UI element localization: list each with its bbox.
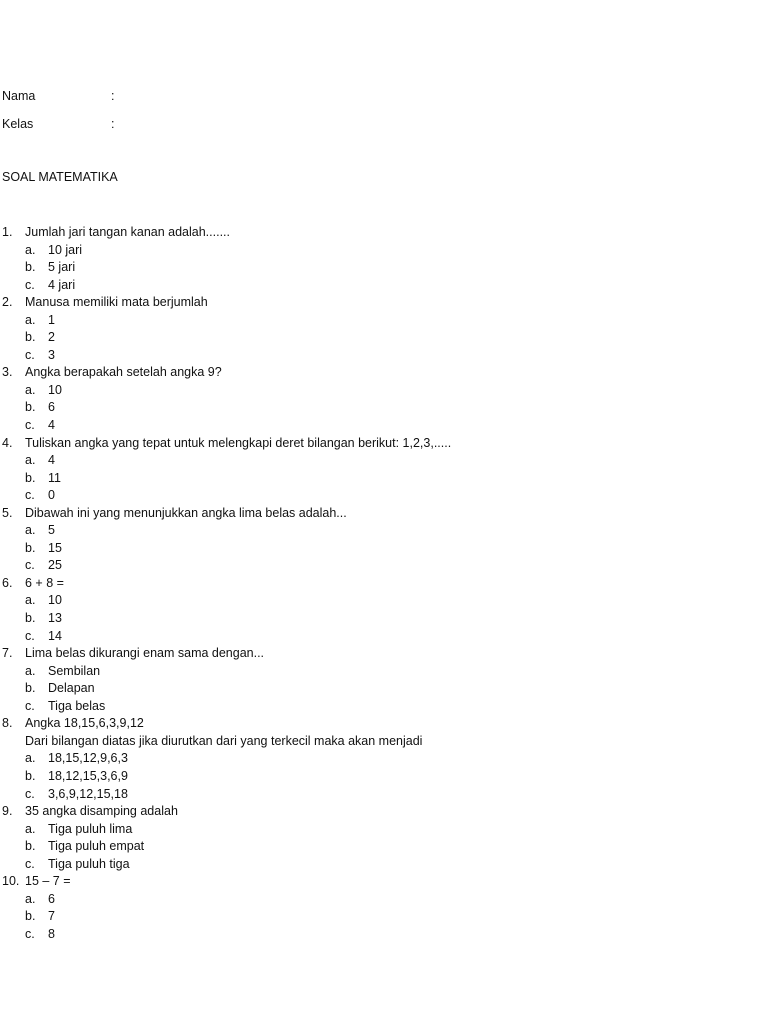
- question-number: 4.: [2, 435, 13, 450]
- class-label: Kelas: [2, 117, 34, 131]
- option-letter: c.: [25, 558, 35, 573]
- answer-option: [0, 698, 760, 716]
- option-text: 0: [48, 488, 55, 503]
- question-line: [0, 645, 760, 663]
- question-item: [0, 715, 760, 803]
- name-colon: :: [111, 89, 115, 103]
- answer-option: [0, 856, 760, 874]
- option-letter: c.: [25, 856, 35, 871]
- question-number: 2.: [2, 295, 13, 310]
- option-letter: c.: [25, 347, 35, 362]
- option-letter: a.: [25, 891, 36, 906]
- question-list: [0, 224, 760, 943]
- option-text: 13: [48, 611, 62, 626]
- answer-option: [0, 926, 760, 944]
- question-item: [0, 435, 760, 505]
- option-letter: a.: [25, 751, 36, 766]
- question-line: [0, 224, 760, 242]
- answer-option: [0, 277, 760, 295]
- question-number: 5.: [2, 505, 13, 520]
- option-text: 10: [48, 382, 62, 397]
- option-text: 4: [48, 453, 55, 468]
- option-text: Tiga puluh empat: [48, 839, 145, 854]
- answer-option: [0, 329, 760, 347]
- option-letter: b.: [25, 768, 36, 783]
- option-letter: b.: [25, 330, 36, 345]
- option-text: 14: [48, 628, 62, 643]
- answer-option: [0, 417, 760, 435]
- option-text: 5 jari: [48, 260, 76, 275]
- question-item: [0, 575, 760, 645]
- question-number: 9.: [2, 804, 13, 819]
- option-letter: b.: [25, 909, 36, 924]
- answer-option: [0, 242, 760, 260]
- answer-option: [0, 908, 760, 926]
- option-letter: b.: [25, 260, 36, 275]
- question-line: [0, 505, 760, 523]
- answer-option: [0, 399, 760, 417]
- answer-option: [0, 259, 760, 277]
- question-item: [0, 645, 760, 715]
- option-letter: a.: [25, 821, 36, 836]
- answer-option: [0, 382, 760, 400]
- option-letter: a.: [25, 453, 36, 468]
- question-line: [0, 435, 760, 453]
- question-line: [0, 715, 760, 733]
- question-line: [0, 364, 760, 382]
- option-text: 4 jari: [48, 277, 76, 292]
- option-letter: c.: [25, 488, 35, 503]
- answer-option: [0, 838, 760, 856]
- document-title: SOAL MATEMATIKA: [2, 170, 118, 184]
- option-text: 2: [48, 330, 55, 345]
- option-text: 25: [48, 558, 62, 573]
- question-text: Manusa memiliki mata berjumlah: [25, 295, 208, 310]
- name-label: Nama: [2, 89, 36, 103]
- question-text: 35 angka disamping adalah: [25, 804, 178, 819]
- option-text: Tiga puluh lima: [48, 821, 133, 836]
- option-letter: b.: [25, 470, 36, 485]
- answer-option: [0, 821, 760, 839]
- option-text: Tiga belas: [48, 698, 106, 713]
- class-colon: :: [111, 117, 115, 131]
- answer-option: [0, 592, 760, 610]
- answer-option: [0, 470, 760, 488]
- answer-option: [0, 768, 760, 786]
- answer-option: [0, 628, 760, 646]
- option-text: 5: [48, 523, 55, 538]
- option-text: 8: [48, 926, 55, 941]
- answer-option: [0, 680, 760, 698]
- question-line: [0, 803, 760, 821]
- option-letter: a.: [25, 663, 36, 678]
- option-text: Sembilan: [48, 663, 101, 678]
- option-letter: b.: [25, 839, 36, 854]
- answer-option: [0, 347, 760, 365]
- option-text: 3: [48, 347, 55, 362]
- option-letter: c.: [25, 628, 35, 643]
- option-letter: c.: [25, 418, 35, 433]
- question-item: [0, 505, 760, 575]
- question-text: Lima belas dikurangi enam sama dengan...: [25, 646, 265, 661]
- question-line: [0, 294, 760, 312]
- option-text: 4: [48, 418, 55, 433]
- question-text: Angka berapakah setelah angka 9?: [25, 365, 222, 380]
- option-letter: a.: [25, 312, 36, 327]
- option-letter: a.: [25, 523, 36, 538]
- question-text: Angka 18,15,6,3,9,12: [25, 716, 144, 731]
- question-item: [0, 294, 760, 364]
- question-number: 8.: [2, 716, 13, 731]
- option-letter: a.: [25, 382, 36, 397]
- answer-option: [0, 522, 760, 540]
- option-text: 3,6,9,12,15,18: [48, 786, 128, 801]
- question-number: 1.: [2, 225, 13, 239]
- answer-option: [0, 891, 760, 909]
- question-item: [0, 224, 760, 294]
- answer-option: [0, 540, 760, 558]
- question-text: Jumlah jari tangan kanan adalah.......: [25, 225, 230, 239]
- option-letter: c.: [25, 926, 35, 941]
- option-letter: a.: [25, 242, 36, 257]
- option-letter: b.: [25, 540, 36, 555]
- question-text: Dari bilangan diatas jika diurutkan dari yang terkecil maka akan menjadi: [25, 733, 423, 748]
- question-number: 3.: [2, 365, 13, 380]
- question-continuation-line: [0, 733, 760, 751]
- question-item: [0, 803, 760, 873]
- question-number: 10.: [2, 874, 20, 889]
- option-text: 6: [48, 400, 55, 415]
- option-text: 1: [48, 312, 55, 327]
- question-line: [0, 575, 760, 593]
- option-text: 7: [48, 909, 55, 924]
- option-letter: b.: [25, 611, 36, 626]
- question-number: 7.: [2, 646, 13, 661]
- question-number: 6.: [2, 575, 13, 590]
- answer-option: [0, 786, 760, 804]
- option-text: 10: [48, 593, 62, 608]
- answer-option: [0, 663, 760, 681]
- option-text: 18,12,15,3,6,9: [48, 768, 128, 783]
- option-text: Tiga puluh tiga: [48, 856, 130, 871]
- option-text: 6: [48, 891, 55, 906]
- option-text: 11: [48, 470, 61, 485]
- question-text: Dibawah ini yang menunjukkan angka lima belas adalah...: [25, 505, 347, 520]
- option-text: 18,15,12,9,6,3: [48, 751, 128, 766]
- question-item: [0, 873, 760, 943]
- option-text: 15: [48, 540, 62, 555]
- answer-option: [0, 750, 760, 768]
- option-letter: c.: [25, 277, 35, 292]
- question-text: Tuliskan angka yang tepat untuk melengkapi deret bilangan berikut: 1,2,3,.....: [25, 435, 452, 450]
- question-text: 6 + 8 =: [25, 575, 64, 590]
- question-line: [0, 873, 760, 891]
- answer-option: [0, 557, 760, 575]
- option-letter: a.: [25, 593, 36, 608]
- question-text: 15 – 7 =: [25, 874, 71, 889]
- answer-option: [0, 312, 760, 330]
- option-text: Delapan: [48, 681, 95, 696]
- option-letter: b.: [25, 400, 36, 415]
- question-item: [0, 364, 760, 434]
- answer-option: [0, 610, 760, 628]
- option-text: 10 jari: [48, 242, 83, 257]
- answer-option: [0, 452, 760, 470]
- option-letter: c.: [25, 698, 35, 713]
- answer-option: [0, 487, 760, 505]
- option-letter: b.: [25, 681, 36, 696]
- option-letter: c.: [25, 786, 35, 801]
